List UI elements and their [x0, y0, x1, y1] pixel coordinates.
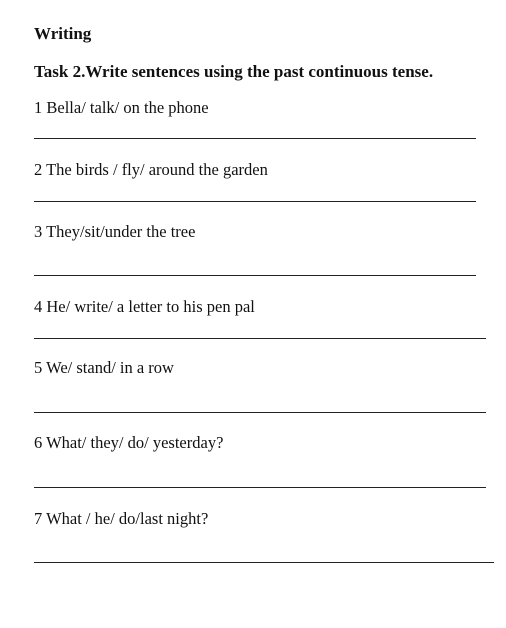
exercise-prompt-6: 6 What/ they/ do/ yesterday? [34, 433, 224, 452]
exercise-prompt-1: 1 Bella/ talk/ on the phone [34, 98, 209, 117]
exercise-prompt-5: 5 We/ stand/ in a row [34, 358, 174, 377]
section-title: Writing [34, 24, 92, 43]
answer-line-7[interactable] [34, 562, 494, 563]
exercise-prompt-3: 3 They/sit/under the tree [34, 222, 196, 241]
exercise-prompt-7: 7 What / he/ do/last night? [34, 509, 209, 528]
answer-line-6[interactable] [34, 487, 486, 488]
exercise-prompt-4: 4 He/ write/ a letter to his pen pal [34, 297, 255, 316]
answer-line-4[interactable] [34, 338, 486, 339]
answer-line-2[interactable] [34, 201, 476, 202]
answer-line-1[interactable] [34, 138, 476, 139]
answer-line-5[interactable] [34, 412, 486, 413]
task-title: Task 2.Write sentences using the past continuous tense. [34, 62, 434, 81]
answer-line-3[interactable] [34, 275, 476, 276]
exercise-prompt-2: 2 The birds / fly/ around the garden [34, 160, 268, 179]
